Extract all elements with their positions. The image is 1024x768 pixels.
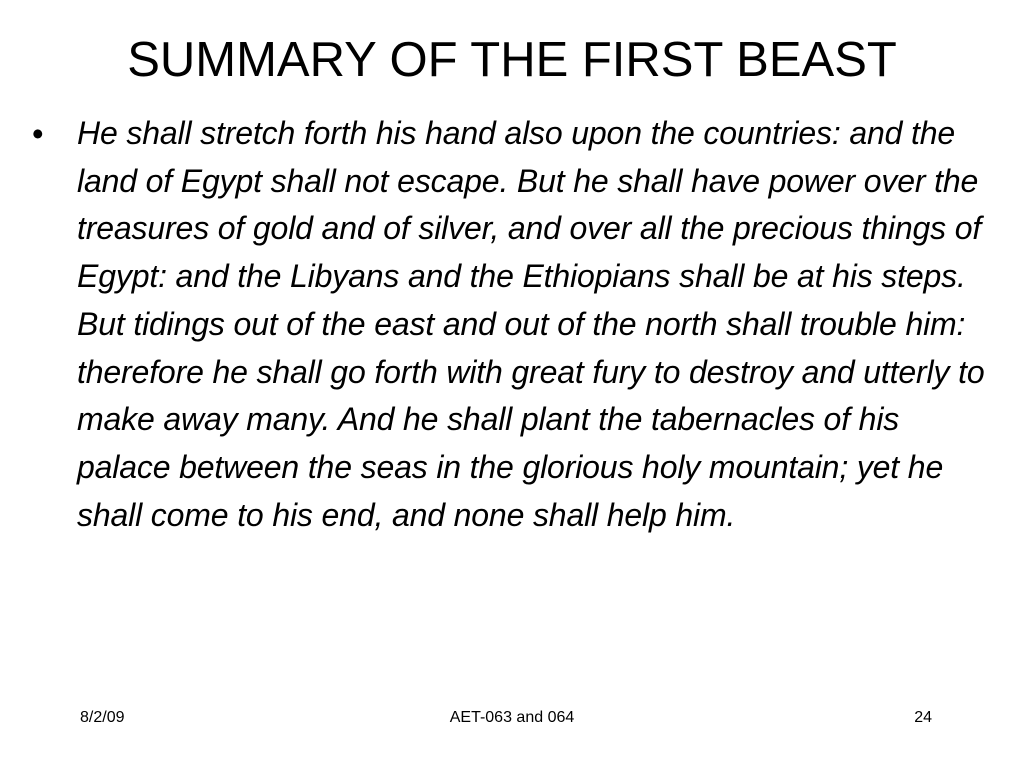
bullet-item <box>32 110 992 539</box>
bullet-icon: • <box>32 115 44 152</box>
footer-title: AET-063 and 064 <box>449 709 575 726</box>
footer-date: 8/2/09 <box>80 709 125 726</box>
bullet-text: He shall stretch forth his hand also upon the countries: and the land of Egypt shall not escape. But he shall have power over the treasures of gold and of silver, and over all the precious things of Egypt: and the Libyans and the Ethiopians shall be at his steps. But tidings out of the east and out of the north shall trouble him: therefore he shall go forth with great fury to destroy and utterly to make away many. And he shall plant the tabernacles of his palace between the seas in the glorious holy mountain; yet he shall come to his end, and none shall help him. <box>77 115 985 533</box>
slide-number: 24 <box>914 709 932 726</box>
slide-body <box>32 110 992 539</box>
slide-title: SUMMARY OF THE FIRST BEAST <box>127 33 897 87</box>
